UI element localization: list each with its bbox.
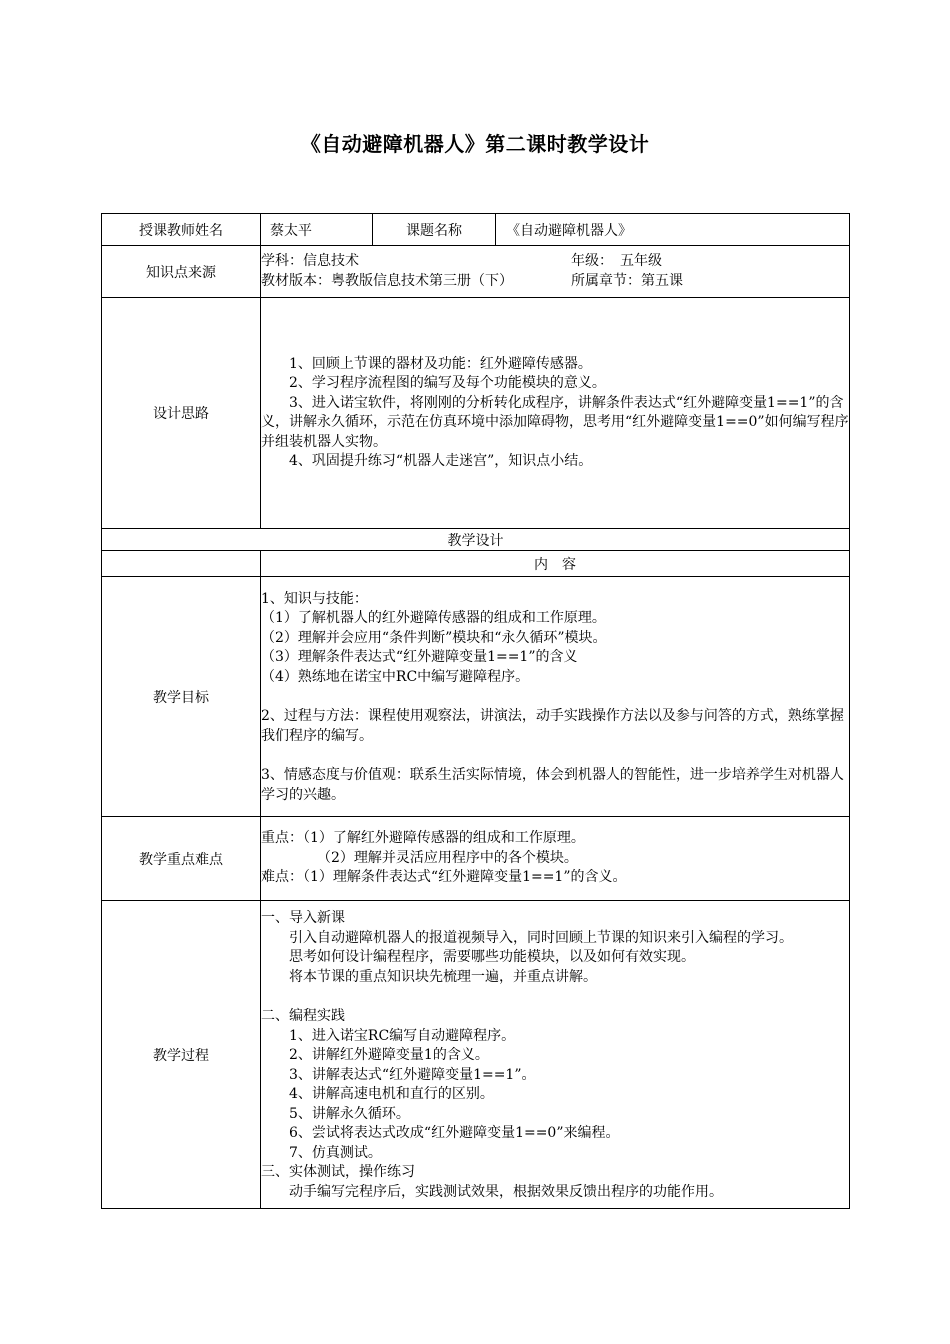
process-section-title: 一、导入新课: [261, 910, 345, 926]
process-step: 3、讲解表达式“红外避障变量1==1”。: [289, 1066, 536, 1083]
objective-item: （2）理解并会应用“条件判断”模块和“永久循环”模块。: [261, 629, 607, 646]
teacher-row: [102, 214, 850, 246]
design-line: 3、进入诺宝软件，将刚刚的分析转化成程序，讲解条件表达式“红外避障变量1==1”的含义，讲解永久循环，示范在仿真环境中添加障碍物，思考用“红外避障变量1==0”如何编写程序并组装机器人实物。: [261, 394, 849, 450]
key-point-line: 重点：（1）了解红外避障传感器的组成和工作原理。: [261, 830, 585, 847]
design-idea-label: 设计思路: [102, 298, 261, 529]
key-point-line: （2）理解并灵活应用程序中的各个模块。: [317, 849, 578, 866]
process-step: 4、讲解高速电机和直行的区别。: [289, 1086, 494, 1102]
objective-section-3: 3、情感态度与价值观：联系生活实际情境，体会到机器人的智能性，进一步培养学生对机器人学习的兴趣。: [261, 767, 844, 803]
process-content: [261, 901, 850, 1209]
process-line: 思考如何设计编程程序，需要哪些功能模块，以及如何有效实现。: [289, 949, 695, 965]
process-step: 6、尝试将表达式改成“红外避障变量1==0”来编程。: [289, 1125, 620, 1141]
design-line: 2、学习程序流程图的编写及每个功能模块的意义。: [289, 375, 606, 391]
process-step: 7、仿真测试。: [289, 1144, 382, 1161]
design-idea-row: [102, 298, 850, 529]
objective-item: （4）熟练地在诺宝中RC中编写避障程序。: [261, 668, 530, 685]
process-section-title: 三、实体测试，操作练习: [261, 1164, 415, 1180]
teacher-label: 授课教师姓名: [102, 214, 261, 246]
source-line-2: [261, 272, 849, 292]
process-step: 2、讲解红外避障变量1的含义。: [289, 1047, 489, 1063]
source-label: 知识点来源: [102, 246, 261, 298]
design-line: 4、巩固提升练习“机器人走迷宫”，知识点小结。: [289, 453, 593, 469]
source-line-1: [261, 252, 849, 272]
process-label: 教学过程: [102, 901, 261, 1209]
source-content: [261, 246, 850, 298]
key-points-content: [261, 817, 850, 901]
chapter: 所属章节：第五课: [571, 272, 683, 289]
process-line: 将本节课的重点知识块先梳理一遍，并重点讲解。: [289, 968, 597, 985]
objective-section-title: 1、知识与技能：: [261, 590, 368, 607]
content-heading: 内 容: [261, 551, 850, 577]
design-line: 1、回顾上节课的器材及功能：红外避障传感器。: [289, 355, 592, 372]
topic-name: 《自动避障机器人》: [496, 214, 850, 246]
teacher-name: 蔡太平: [261, 214, 373, 246]
design-idea-content: [261, 298, 850, 529]
topic-label: 课题名称: [373, 214, 496, 246]
teaching-design-heading-row: [102, 529, 850, 551]
objectives-row: [102, 577, 850, 817]
subject: 学科：信息技术: [261, 253, 359, 269]
empty-cell: [102, 551, 261, 577]
difficulty-line: 难点：（1）理解条件表达式“红外避障变量1==1”的含义。: [261, 869, 627, 886]
process-step: 5、讲解永久循环。: [289, 1105, 410, 1122]
key-points-label: 教学重点难点: [102, 817, 261, 901]
objective-item: （1）了解机器人的红外避障传感器的组成和工作原理。: [261, 610, 606, 627]
process-line: 引入自动避障机器人的报道视频导入，同时回顾上节课的知识来引入编程的学习。: [289, 929, 793, 946]
teaching-design-heading: 教学设计: [102, 529, 850, 551]
objective-section-2: 2、过程与方法：课程使用观察法，讲演法，动手实践操作方法以及参与问答的方式，熟练掌握我们程序的编写。: [261, 708, 844, 744]
lesson-plan-table: [101, 213, 850, 1209]
content-heading-row: [102, 551, 850, 577]
key-points-row: [102, 817, 850, 901]
grade: 年级： 五年级: [571, 253, 662, 269]
process-line: 动手编写完程序后，实践测试效果，根据效果反馈出程序的功能作用。: [289, 1183, 723, 1200]
objectives-label: 教学目标: [102, 577, 261, 817]
page-title: 《自动避障机器人》第二课时教学设计: [300, 132, 650, 156]
objectives-content: [261, 577, 850, 817]
process-section-title: 二、编程实践: [261, 1008, 345, 1024]
objective-item: （3）理解条件表达式“红外避障变量1==1”的含义: [261, 649, 578, 666]
source-row: [102, 246, 850, 298]
process-row: [102, 901, 850, 1209]
textbook: 教材版本：粤教版信息技术第三册（下）: [261, 272, 513, 289]
process-step: 1、进入诺宝RC编写自动避障程序。: [289, 1027, 516, 1044]
